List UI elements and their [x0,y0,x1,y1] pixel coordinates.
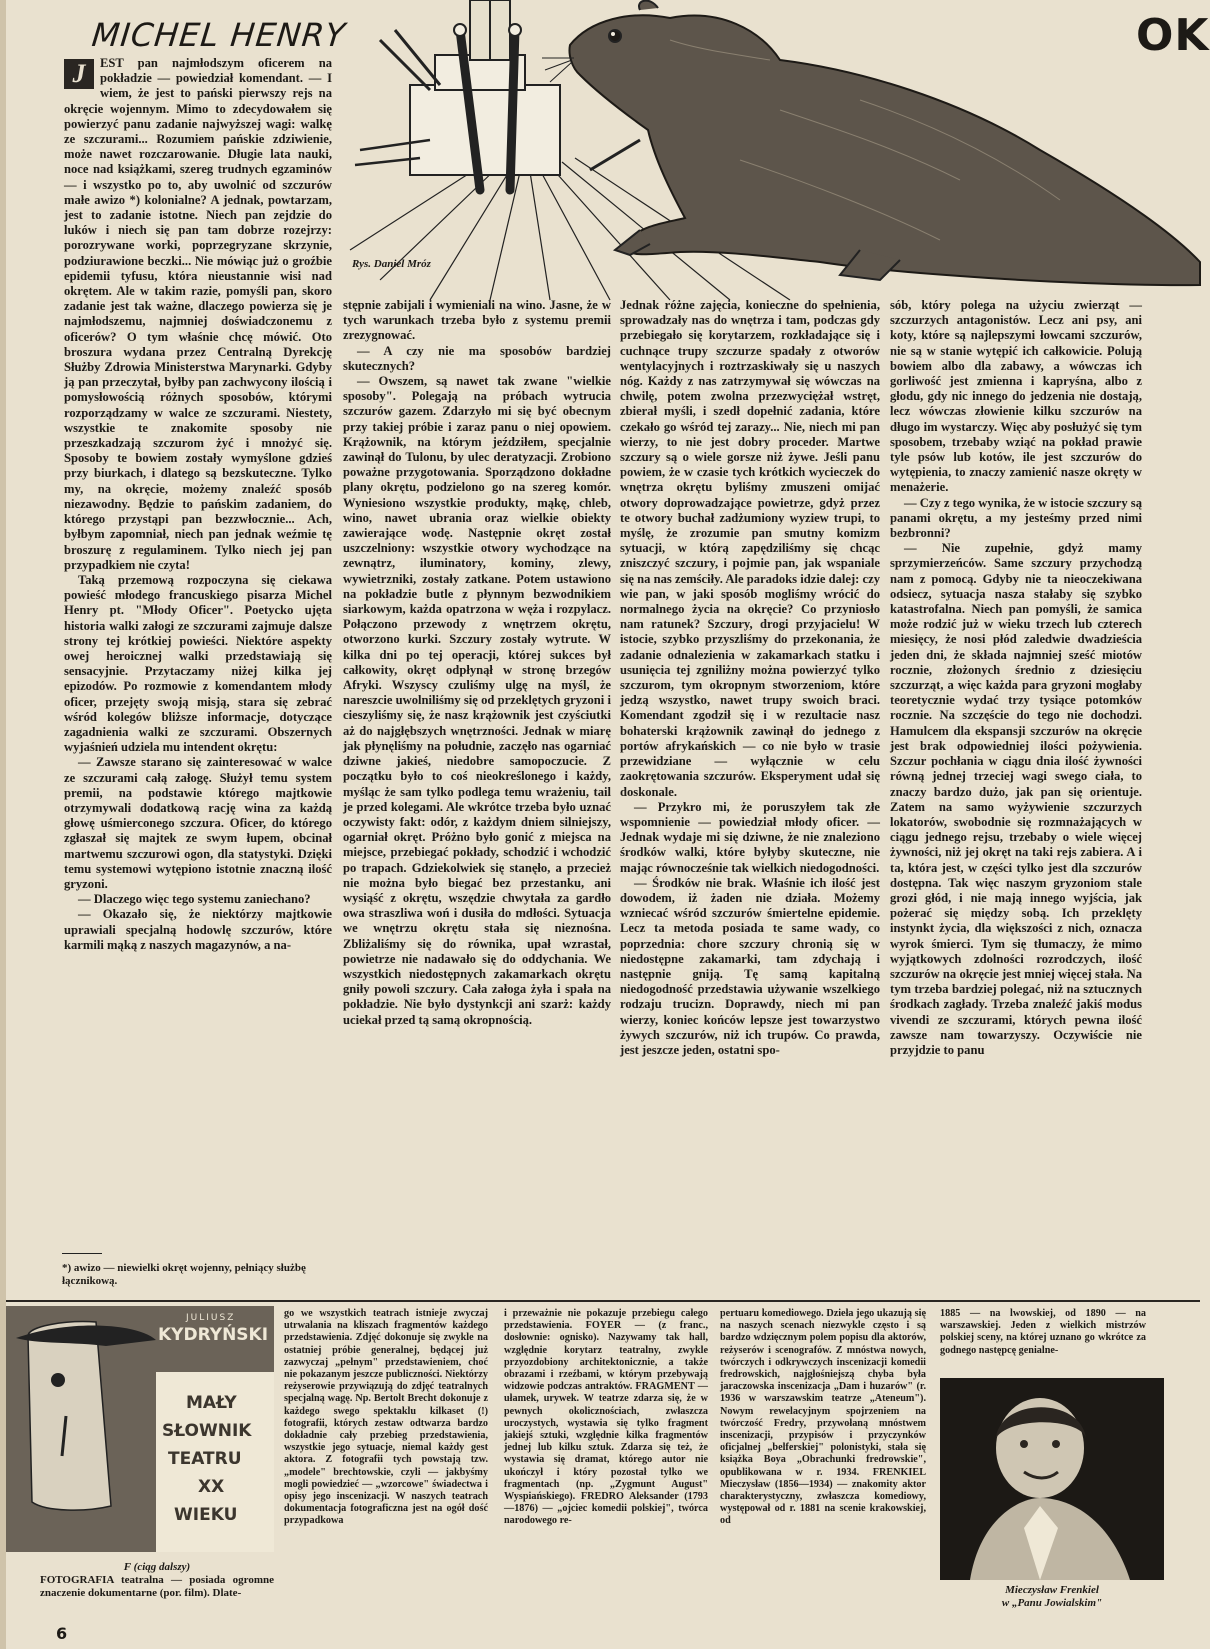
article-column-4 [890,298,1142,1058]
rat-on-ship-illustration [340,0,1200,300]
photo-caption-line: w „Panu Jowialskim" [1001,1597,1103,1609]
article-paragraph: — Czy z tego wynika, że w istocie szczury są panami okrętu, a my jesteśmy przed nimi bezbronni? [890,495,1142,541]
section-divider [6,1300,1200,1302]
article-paragraph: Taką przemową rozpoczyna się ciekawa powieść młodego francuskiego pisarza Michel Henry pt. "Młody Oficer". Poetycko ujęta historia walki załogi ze szczurami zajmuje dalsze strony tej krótkiej powieści. Niektóre aspekty owej heroicznej walki przedstawiają się sensacyjnie. Przytaczamy niżej kilka jej epizodów. Po rozmowie z komendantem młody oficer, przejęty swoją misją, stara się zebrać wśród kolegów bliższe informacje, dotyczące zagadnienia walki ze szczurami. Obszernych wyjaśnień udziela mu intendent okrętu: [64,572,332,755]
dictionary-lead-entry: FOTOGRAFIA teatralna — posiada ogromne znaczenie dokumentarne (por. film). Dlate- [40,1574,274,1599]
article-paragraph: — Środków nie brak. Właśnie ich ilość jest dowodem, iż żaden nie działa. Możemy wzniecać wśród szczurów śmiertelne epidemie. Lecz ta metoda posiada te same wady, co poprzednia: chore szczury chronią się w niedostępne zakamarki, tam zdychają i następnie gniją. Tę samą kapitalną niedogodność przedstawia używanie wszelkiego rodzaju trucizn. Doprawdy, niech mi pan wierzy, koniec końców lepsze jest towarzystwo żywych szczurów, niż ich trupów. Co prawda, jest jeszcze jeden, ostatni spo- [620,875,880,1057]
poster-author: JULIUSZ [186,1313,236,1323]
illustration-credit: Rys. Daniel Mróz [352,258,431,270]
article-paragraph: — Nie zupełnie, gdyż mamy sprzymierzeńców. Same szczury przychodzą nam z pomocą. Gdyby nie ta nieoczekiwana odsiecz, sytuacja nasza stałaby się szybko katastrofalna. Niech pan pomyśli, że samica może rodzić już w wieku trzech lub czterech miesięcy, że nosi płód zaledwie dwadzieścia jeden dni, że składa najmniej sześć miotów rocznie, złożonych średnio z dziesięciu szczurząt, a więc każda para gryzoni mogłaby teoretycznie wydać trzy tysiące potomków rocznie. Na szczęście do tego nie dochodzi. Hamulcem dla ekspansji szczurów na okręcie jest brak odpowiedniej ilości pożywienia. Szczur pochłania w ciągu dnia ilość żywności równą jednej trzeciej wagi swego ciała, to znaczy bardzo dużo, jak pan się orientuje. Zatem na samo wyżywienie szczurzych lokatorów, swobodnie się rozmnażających w ciągu jednego rejsu, trzebaby o wiele więcej żywności, niż jej okręt na taki rejs zabiera. A i ta, która jest, w części tylko jest dla szczurów dostępna. Tak więc naszym gryzoniom stale grozi głód, i nie mają innego wyjścia, jak pożerać się między sobą. Ich przeklęty instynkt życia, dla większości z nich, oznacza wyrok śmierci. Tym się tłumaczy, że mimo wyjątkowych zdolności rozrodczych, ilość szczurów na okręcie jest mniej więcej stała. Na tym trzeba bardziej polegać, niż na sztucznych środkach zagłady. Trzeba znaleźć jakiś modus vivendi ze szczurami, których pewna ilość zawsze nam towarzyszy. Oczywiście nie przyjdzie to panu [890,541,1142,1057]
dictionary-column-2 [504,1308,708,1528]
footnote-rule [62,1253,102,1254]
dictionary-column-3 [720,1308,926,1528]
poster-title-line: XX [198,1477,225,1497]
article-paragraph: — Okazało się, że niektórzy majtkowie uprawiali specjalną hodowlę szczurów, które karmili mąką z naszych magazynów, a na- [64,907,332,952]
article-paragraph: stępnie zabijali i wymieniali na wino. Jasne, że w tych warunkach trzeba było z systemu premii zrezygnować. [343,298,611,343]
poster-surname: KYDRYŃSKI [158,1325,269,1345]
dictionary-text: pertuaru komediowego. Dzieła jego ukazują się na naszych scenach niezwykle często i są bardzo wdzięcznym polem popisu dla aktorów, reżyserów i scenografów. Z mnóstwa nowych, twórczych i odkrywczych inscenizacji komedii fredrowskich, najgłośniejszą chyba była jaraczowska inscenizacja „Dam i huzarów" (r. 1936 w warszawskim teatrze „Ateneum"). Nowym rewelacyjnym spojrzeniem na twórczość Fredry, przywołaną mnóstwem inscenizacji, przypisów i przyczynków oficjalnej „belferskiej" polonistyki, stała się książka Boya „Obrachunki fredrowskie", opublikowana w r. 1934. FRENKIEL Mieczysław (1856—1934) — znakomity aktor charakterystyczny, zwłaszcza komediowy, występował od r. 1881 na scenie krakowskiej, od [720,1308,926,1527]
poster-title-line: SŁOWNIK [162,1421,252,1441]
photo-caption [940,1584,1164,1610]
poster-title-line: WIEKU [174,1505,238,1525]
dropcap-letter: J [64,59,94,89]
article-column-2 [343,298,611,1028]
article-paragraph: — Dlaczego więc tego systemu zaniechano? [78,892,311,907]
article-paragraph: Jednak różne zajęcia, konieczne do spełnienia, sprowadzały nas do wnętrza i tam, podczas gdy przebiegało się korytarzem, rozkładające się i cuchnące trupy szczurze spadały z otworów wentylacyjnych i roztrzaskiwały się u naszych nóg. Każdy z nas zatrzymywał się wówczas na chwilę, potem zwolna przezwyciężał wstręt, zbierał myśli, i szedł dopełnić zadania, które czekało go wśród tej zarazy... Nie, niech mi pan wierzy, to nie jest dobry proceder. Martwe szczury są o wiele gorsze niż żywe. Jeśli panu powiem, że w czasie tych krótkich wycieczek do wnętrza okrętu byliśmy zmuszeni omijać otwory doprowadzające powietrze, gdyż przez te otwory buchał zadżumiony wyziew trupi, to myślę, że zrozumie pan smutny komizm sytuacji, w którą zapędziliśmy się chcąc zniszczyć szczury, i pojmie pan, jak wspaniale się na nas zemściły. Ale paradoks idzie dalej: czy wie pan, w jaki sposób mogliśmy wrócić do normalnego życia na okręcie? Co przyniosło nam ratunek? Szczury, drogi przyjacielu! W istocie, szybko przyszliśmy do przekonania, że zadanie odnalezienia w zakamarkach statku i usunięcia tej zgniliżny można powierzyć tylko szczurom, tym okropnym stworzeniom, które jedzą wszystko, nawet trupy swoich braci. Komendant zgodził się i w rezultacie nasz bohaterski krążownik zawinął do jednego z portów afrykańskich — co nie było w trasie przewidziane — wyłącznie w celu zaokrętowania szczurów. Eksperyment udał się doskonale. [620,298,880,799]
footnote: *) awizo — niewielki okręt wojenny, pełniący służbę łącznikową. [62,1262,306,1287]
article-paragraph: sób, który polega na użyciu zwierząt — szczurzych antagonistów. Lecz ani psy, ani koty, które są najlepszymi łowcami szczurów, nie są w stanie wytępić ich całkowicie. Polują bowiem albo dla zabawy, a wówczas ich gorliwość jest zmienna i kapryśna, albo z głodu, gdy nic innego do jedzenia nie dostają, lecz wówczas złowienie kilku szczurów na długo im wystarczy. Więc aby posłużyć się tym sposobem, trzebaby wziąć na pokład prawie tyle psów lub kotów, ile jest szczurów do wytępienia, to znaczy zamienić nasze okręty w menażerie. [890,298,1142,495]
dictionary-lead [40,1561,274,1600]
poster-title-line: TEATRU [168,1449,242,1469]
dictionary-poster [6,1306,274,1552]
article-column-3 [620,298,880,1058]
dictionary-text: 1885 — na lwowskiej, od 1890 — na warszawskiej. Jeden z wielkich mistrzów polskiej sceny, na której uznano go wkrótce za godnego następcę genialne- [940,1308,1146,1356]
photo-caption-line: Mieczysław Frenkiel [1005,1584,1099,1596]
dictionary-column-4 [940,1308,1146,1357]
actor-photo [940,1378,1164,1580]
article-paragraph [64,56,332,573]
article-paragraph: — Owszem, są nawet tak zwane "wielkie sposoby". Polegają na próbach wytrucia szczurów gazem. Zdarzyło mi się być obecnym przy takiej próbie i zaraz panu o niej opowiem. Krążownik, na którym jeździłem, specjalnie zawinął do Tulonu, by ulec deratyzacji. Zrobiono poważne przygotowania. Sporządzono dokładne plany okrętu, podzielono go na szereg komór. Wyniesiono wszystkie produkty, mąkę, chleb, wino, nawet ubrania oraz wielkie obiekty zawierające wodę. Następnie okręt został uszczelniony: wszystkie otwory wychodzące na zewnątrz, iluminatory, kominy, zlewy, wywietrzniki, zostały zatkane. Potem ustawiono na pokładzie butle z płynnym bezwodnikiem siarkowym, każda opatrzona w węża i rozpylacz. Połączono przewody z wnętrzem okrętu, otworzono kurki. Szczury zostały wytrute. W kilka dni po tej operacji, której sukces był całkowity, okręt odpłynął w stronę brzegów Afryki. Wszyscy czuliśmy ulgę na myśl, że nareszcie uwolniliśmy się od przeklętych gryzoni i cieszyliśmy się, że nasz krążownik jest czyściutki aż do najgłębszych wnętrzności. Jednak w miarę jak płynęliśmy na południe, zaczęło nas ogarniać dziwne jakieś, niedobre samopoczucie. Z początku było to coś nieokreślonego i każdy, myśląc że sam tylko podlega temu wrażeniu, tail je przed kolegami. Ale wkrótce trzeba było uznać oczywisty fakt: odór, z każdym dniem silniejszy, ogarniał okręt. Próżno było gonić z miejsca na miejsce, przebiegać pokłady, schodzić i wchodzić po trapach. Gdziekolwiek się stanęło, a przecież nie można było biegać bez przestanku, ani wysiąść z okrętu, wszędzie chwytała za gardło owa straszliwa woń i dusiła do mdłości. Sytuacja we wnętrzu okrętu stała się nieznośna. Zbliżaliśmy się do równika, upał wzrastał, powietrze nie nadawało się do oddychania. We wszystkich niedostępnych zakamarkach okrętu gniły powoli szczury. Cała załoga żyła i spała na pokładzie. Nie było dystynkcji ani szarż: każdy uciekał przed tą samą okropnością. [343,374,611,1027]
dictionary-column-1 [284,1308,488,1528]
article-text: EST pan najmłodszym oficerem na pokładzie — powiedział komendant. — I wiem, że jest to pański pierwszy rejs na okręcie wojennym. Mimo to zdecydowałem się powierzyć panu zadanie najwyższej wagi: walkę ze szczurami... Rozumiem pańskie zdziwienie, może nawet rozczarowanie. Długie lata nauki, noce nad książkami, szereg trudnych egzaminów — i wszystko po to, aby uwolnić od szczurów małe awizo *) kolonialne? A jednak, powtarzam, jest to zadanie istotne. Niech pan zejdzie do luków i niech się pan tam dobrze rozejrzy: porozrywane worki, poprzegryzane skrzynie, podziurawione beczki... Nie mówiąc już o groźbie epidemii tyfusu, która nieustannie wisi nad okrętem. Ale w takim razie, pomyśli pan, skoro zadanie jest tak ważne, dlaczego powierza się je najmłodszemu, najmniej doświadczonemu z oficerów? O tym właśnie chcę mówić. Oto broszura wydana przez Centralną Dyrekcję Służby Zdrowia Ministerstwa Marynarki. Gdyby ją pan przeczytał, byłby pan zachwycony ilością i pomysłowością różnych sposobów, którymi rozporządzamy w walce ze szczurami. Niestety, wszystkie te znakomite sposoby nie przeszkadzają szczurom żyć i mnożyć się. Sposoby te bowiem zostały wymyślone gdzieś przy biurkach, i dlatego są bezskuteczne. Tylko my, na okręcie, możemy znaleźć sposób niezawodny. Będzie to pańskim zadaniem, do którego przystąpi pan bezzwłocznie... Ach, byłbym zapomniał, niech pan jednak weźmie tę broszurę z regulaminem. Tylko niech jej pan przypadkiem nie czyta! [64,56,332,572]
article-paragraph: — Przykro mi, że poruszyłem tak złe wspomnienie — powiedział młody oficer. — Jednak wydaje mi się dziwne, że nie znaleziono środków walki, które byłyby skuteczne, nie mając równocześnie tak wielkich niedogodności. [620,799,880,875]
dictionary-text: i przeważnie nie pokazuje przebiegu całego przedstawienia. FOYER — (z franc., dosłownie: ognisko). Nazywamy tak hall, względnie korytarz teatralny, zwykle przyozdobiony architektonicznie, a także obrazami i rzeźbami, w którym przebywają widzowie podczas antraktów. FRAGMENT — ułamek, urywek. W teatrze zdarza się, że w pewnych okolicznościach, zwłaszcza uroczystych, wystawia się tylko fragment jakiejś sztuki, względnie kilka fragmentów jednej lub kilku sztuk. Zdarza się też, że wystawia się dramat, którego autor nie ukończył i który pozostał tylko we fragmentach (np. „Zygmunt August" Wyspiańskiego). FREDRO Aleksander (1793—1876) — „ojciec komedii polskiej", twórca narodowego re- [504,1308,708,1527]
poster-title-line: MAŁY [186,1393,237,1413]
article-paragraph: — A czy nie ma sposobów bardziej skutecznych? [343,343,611,373]
dictionary-text: go we wszystkich teatrach istnieje zwyczaj utrwalania na kliszach fragmentów każdego przedstawienia. Zdjęć dokonuje się zwykle na ostatniej próbie generalnej, będącej już zazwyczaj „pełnym" przedstawieniem, choć nie pokazanym jeszcze publiczności. Niektórzy reżyserowie przywiązują do zdjęć teatralnych specjalną wagę. Np. Bertolt Brecht dokonuje z każdego swego spektaklu kilkaset (!) fotografii, których zestaw odtwarza bardzo dokładnie cały przebieg przedstawienia, wszystkie jego sytuacje, niemal każdy gest aktora. Z fotografii tych powstają tzw. „modele" brechtowskie, czyli — jakbyśmy mogli powiedzieć — „wzorcowe" świadectwa i opisy jego inscenizacji. W naszych teatrach dokumentacja fotograficzna jest na ogół dość przypadkowa [284,1308,488,1527]
page-number: 6 [56,1624,68,1643]
dictionary-continued: F (ciąg dalszy) [123,1561,191,1573]
article-paragraph: — Zawsze starano się zainteresować w walce ze szczurami całą załogę. Służył temu system premii, na podstawie którego majtkowie otrzymywali dodatkową rację wina za każdą głowę uśmierconego szczura. Oficer, do którego zgłaszał się majtek ze swym łupem, obcinał martwemu szczurowi ogon, dla statystyki. Dzięki temu systemowi wytępiono istotnie znaczną ilość gryzoni. [64,755,332,891]
article-author: MICHEL HENRY [90,16,348,54]
next-page-heading-fragment: OK [1136,10,1210,61]
article-column-1 [64,56,332,953]
